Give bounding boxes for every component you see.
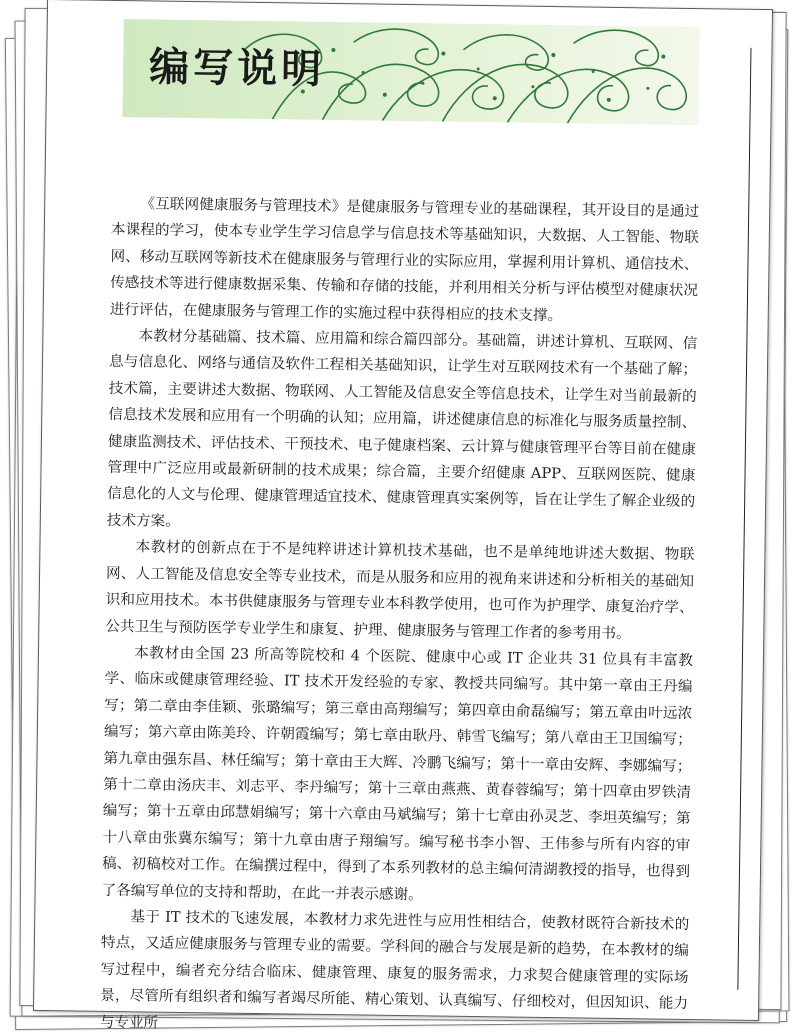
- body-text: [100, 191, 700, 1034]
- title-banner: [122, 19, 699, 125]
- page-title: 编写说明: [148, 44, 326, 93]
- page-margin-rule: [737, 48, 751, 990]
- paragraph: 《互联网健康服务与管理技术》是健康服务与管理专业的基础课程，其开设目的是通过本课程的学习，使本专业学生学习信息学与信息技术等基础知识，大数据、人工智能、物联网、移动互联网等新技术在健康服务与管理行业的实际应用，掌握利用计算机、通信技术、传感技术等进行健康数据采集、传输和存储的技能，并利用相关分析与评估模型对健康状况进行评估，在健康服务与管理工作的实施过程中获得相应的技术支撑。: [109, 195, 700, 324]
- paragraph: 基于 IT 技术的飞速发展，本教材力求先进性与应用性相结合，使教材既符合新技术的特点，又适应健康服务与管理专业的需要。学科间的融合与发展是新的趋势，在本教材的编写过程中，编者充分结合临床、健康管理、康复的服务需求，力求契合健康管理的实际场景，尽管所有组织者和编写者竭尽所能、精心策划、认真编写、仔细校对，但因知识、能力与专业所: [99, 908, 690, 1032]
- paragraph: 本教材的创新点在于不是纯粹讲述计算机技术基础，也不是单纯地讲述大数据、物联网、人工智能及信息安全等专业技术，而是从服务和应用的视角来讲述和分析相关的基础知识和应用技术。本书供健康服务与管理专业本科教学使用，也可作为护理学、康复治疗学、公共卫生与预防医学专业学生和康复、护理、健康服务与管理工作者的参考用书。: [105, 538, 695, 642]
- paragraph: 本教材由全国 23 所高等院校和 4 个医院、健康中心或 IT 企业共 31 位具有丰富教学、临床或健康管理经验、IT 技术开发经验的专家、教授共同编写。其中第一章由王丹编写；第二章由李佳颖、张璐编写；第三章由高翔编写；第四章由俞磊编写；第五章由叶远浓编写；第六章由陈美玲、许朝霞编写；第七章由耿丹、韩雪飞编写；第八章由王卫国编写；第九章由强东昌、林任编写；第十章由王大辉、冷鹏飞编写；第十一章由安辉、李娜编写；第十二章由汤庆丰、刘志平、李丹编写；第十三章由燕燕、黄春蓉编写；第十四章由罗铁清编写；第十五章由邱慧娟编写；第十六章由马斌编写；第十七章由孙灵芝、李坦英编写；第十八章由张冀东编写；第十九章由唐子翔编写。编写秘书李小智、王伟参与所有内容的审稿、初稿校对工作。在编撰过程中，得到了本系列教材的总主编何清湖教授的指导，也得到了各编写单位的支持和帮助，在此一并表示感谢。: [101, 644, 694, 903]
- paragraph: 本教材分基础篇、技术篇、应用篇和综合篇四部分。基础篇，讲述计算机、互联网、信息与信息化、网络与通信及软件工程相关基础知识，让学生对互联网技术有一个基础了解；技术篇，主要讲述大数据、物联网、人工智能及信息安全等信息技术，让学生对当前最新的信息技术发展和应用有一个明确的认知；应用篇，讲述健康信息的标准化与服务质量控制、健康监测技术、评估技术、干预技术、电子健康档案、云计算与健康管理平台等目前在健康管理中广泛应用或最新研制的技术成果；综合篇，主要介绍健康 APP、互联网医院、健康信息化的人文与伦理、健康管理适宜技术、健康管理真实案例等，旨在让学生了解企业级的技术方案。: [106, 327, 698, 530]
- book-page: [33, 0, 773, 1032]
